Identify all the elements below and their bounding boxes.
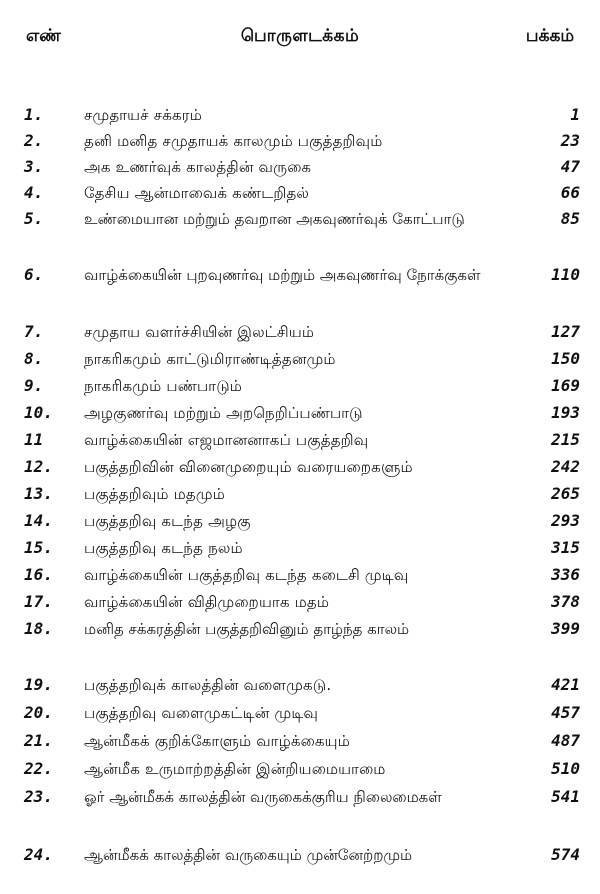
toc-header — [0, 26, 600, 52]
toc-entry-20 — [0, 700, 600, 728]
page-title: பொருளடக்கம் — [240, 26, 360, 46]
entry-page: 421 — [551, 675, 580, 694]
entry-number: 1. — [24, 105, 44, 124]
entry-title: வாழ்க்கையின் புறவுணர்வு மற்றும் அகவுணர்வு நோக்குகள் — [84, 266, 481, 284]
entry-page: 574 — [551, 845, 580, 864]
toc-entry-12 — [0, 454, 600, 481]
entry-title: பகுத்தறிவுக் காலத்தின் வளைமுகடு. — [84, 676, 332, 694]
entry-number: 12. — [24, 457, 53, 476]
toc-entry-15 — [0, 535, 600, 562]
entry-page: 457 — [551, 703, 580, 722]
entry-page: 510 — [551, 759, 580, 778]
entry-page: 293 — [551, 511, 580, 530]
entry-number: 16. — [24, 565, 53, 584]
toc-entry-19 — [0, 672, 600, 700]
entry-number: 2. — [24, 131, 44, 150]
entry-title: பகுத்தறிவும் மதமும் — [84, 485, 226, 503]
toc-entry-1 — [0, 102, 600, 128]
entry-page: 242 — [551, 457, 580, 476]
number-column-label: எண் — [26, 26, 61, 46]
toc-entry-17 — [0, 589, 600, 616]
entry-number: 13. — [24, 484, 53, 503]
entry-page: 66 — [560, 183, 580, 202]
entry-number: 6. — [24, 265, 44, 284]
entry-number: 11 — [24, 430, 44, 449]
toc-entry-14 — [0, 508, 600, 535]
entry-page: 541 — [551, 787, 580, 806]
entry-number: 23. — [24, 787, 53, 806]
entry-title: ஓர் ஆன்மீகக் காலத்தின் வருகைக்குரிய நிலைமைகள் — [84, 788, 442, 806]
entry-number: 19. — [24, 675, 53, 694]
entry-page: 47 — [560, 157, 580, 176]
toc-entry-6 — [0, 258, 600, 319]
toc-entry-2 — [0, 128, 600, 154]
toc-entry-7 — [0, 319, 600, 346]
entry-number: 3. — [24, 157, 44, 176]
entry-title: சமுதாய வளர்ச்சியின் இலட்சியம் — [84, 323, 315, 341]
entry-title: வாழ்க்கையின் விதிமுறையாக மதம் — [84, 593, 330, 611]
entry-page: 1 — [570, 105, 580, 124]
entry-page: 110 — [551, 265, 580, 284]
toc-entry-24 — [0, 842, 600, 894]
entry-number: 7. — [24, 322, 44, 341]
toc-entry-13 — [0, 481, 600, 508]
entry-title: பகுத்தறிவு வளைமுகட்டின் முடிவு — [84, 704, 319, 722]
entry-number: 21. — [24, 731, 53, 750]
entry-page: 150 — [551, 349, 580, 368]
entry-number: 14. — [24, 511, 53, 530]
toc-entry-9 — [0, 373, 600, 400]
entry-title: தேசிய ஆன்மாவைக் கண்டறிதல் — [84, 184, 310, 202]
toc-entry-5 — [0, 206, 600, 258]
toc-entry-18 — [0, 616, 600, 672]
entry-number: 9. — [24, 376, 44, 395]
toc-entry-3 — [0, 154, 600, 180]
entry-title: அழகுணர்வு மற்றும் அறநெறிப்பண்பாடு — [84, 404, 363, 422]
entry-page: 127 — [551, 322, 580, 341]
entry-number: 8. — [24, 349, 44, 368]
page-column-label: பக்கம் — [525, 26, 574, 46]
toc-entry-22 — [0, 756, 600, 782]
entry-number: 15. — [24, 538, 53, 557]
toc-entry-4 — [0, 180, 600, 206]
entry-number: 4. — [24, 183, 44, 202]
entry-title: வாழ்க்கையின் எஜமானனாகப் பகுத்தறிவு — [84, 431, 369, 449]
entry-title: பகுத்தறிவு கடந்த நலம் — [84, 539, 243, 557]
entry-number: 20. — [24, 703, 53, 722]
entry-page: 85 — [560, 209, 580, 228]
entry-page: 315 — [551, 538, 580, 557]
entry-page: 193 — [551, 403, 580, 422]
toc-entry-23 — [0, 782, 600, 842]
toc-entry-11 — [0, 427, 600, 454]
entry-page: 265 — [551, 484, 580, 503]
entry-page: 378 — [551, 592, 580, 611]
entry-title: நாகரிகமும் காட்டுமிராண்டித்தனமும் — [84, 350, 336, 368]
entry-title: சமுதாயச் சக்கரம் — [84, 106, 203, 124]
entry-number: 24. — [24, 845, 53, 864]
entry-page: 169 — [551, 376, 580, 395]
entry-title: வாழ்க்கையின் பகுத்தறிவு கடந்த கடைசி முடிவு — [84, 566, 409, 584]
entry-page: 336 — [551, 565, 580, 584]
toc-entry-16 — [0, 562, 600, 589]
entry-page: 487 — [551, 731, 580, 750]
toc-entry-21 — [0, 728, 600, 756]
entry-title: மனித சக்கரத்தின் பகுத்தறிவினும் தாழ்ந்த காலம் — [84, 620, 410, 638]
table-of-contents — [0, 102, 600, 894]
entry-number: 5. — [24, 209, 44, 228]
entry-number: 22. — [24, 759, 53, 778]
entry-number: 17. — [24, 592, 53, 611]
toc-entry-10 — [0, 400, 600, 427]
entry-number: 18. — [24, 619, 53, 638]
entry-page: 399 — [551, 619, 580, 638]
entry-title: தனி மனித சமுதாயக் காலமும் பகுத்தறிவும் — [84, 132, 383, 150]
entry-title: உண்மையான மற்றும் தவறான அகவுணர்வுக் கோட்பாடு — [84, 210, 465, 228]
entry-title: நாகரிகமும் பண்பாடும் — [84, 377, 243, 395]
toc-entry-8 — [0, 346, 600, 373]
entry-title: ஆன்மீகக் காலத்தின் வருகையும் முன்னேற்றமும் — [84, 846, 413, 864]
entry-title: பகுத்தறிவின் வினைமுறையும் வரையறைகளும் — [84, 458, 413, 476]
entry-title: பகுத்தறிவு கடந்த அழகு — [84, 512, 251, 530]
entry-page: 23 — [560, 131, 580, 150]
entry-title: அக உணர்வுக் காலத்தின் வருகை — [84, 158, 312, 176]
entry-number: 10. — [24, 403, 53, 422]
entry-page: 215 — [551, 430, 580, 449]
entry-title: ஆன்மீகக் குறிக்கோளும் வாழ்க்கையும் — [84, 732, 350, 750]
entry-title: ஆன்மீக உருமாற்றத்தின் இன்றியமையாமை — [84, 760, 386, 778]
